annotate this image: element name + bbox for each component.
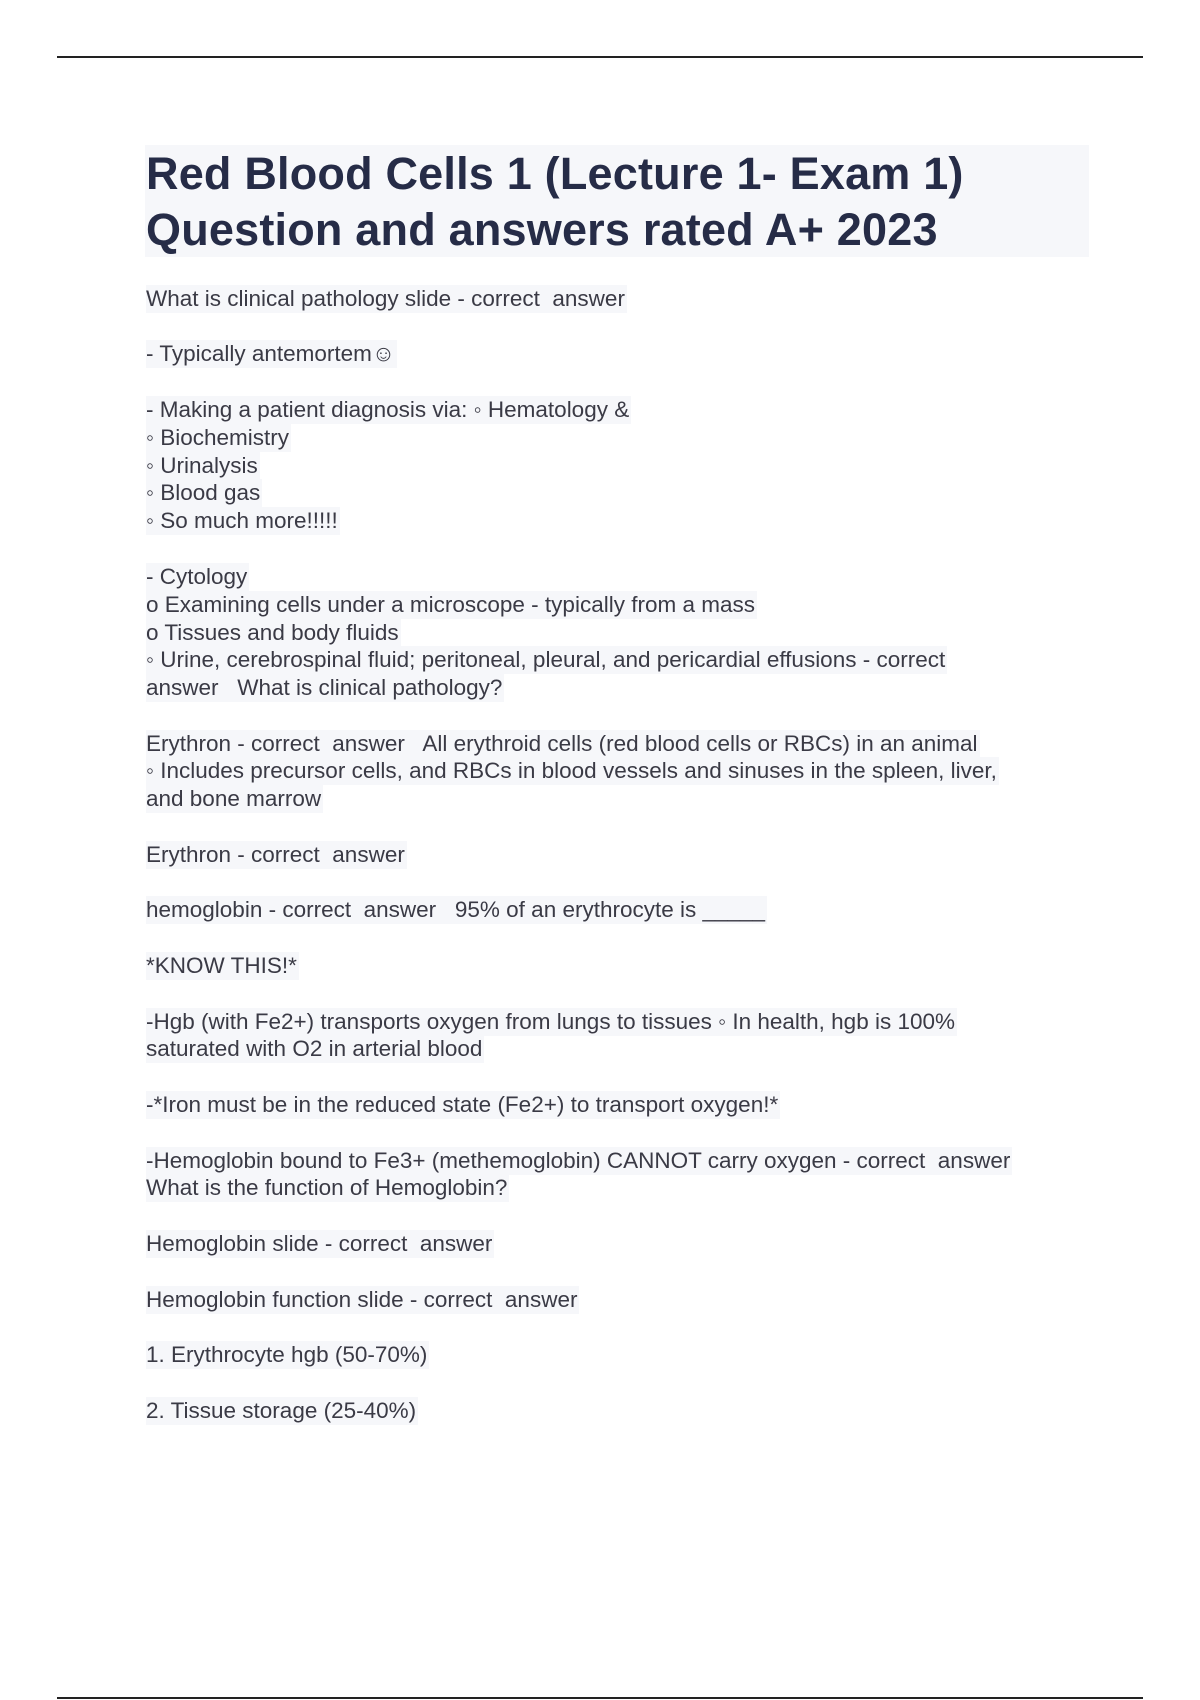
text-line: - Making a patient diagnosis via: ◦ Hematology & <box>146 397 630 422</box>
text-line: ◦ Urine, cerebrospinal fluid; peritoneal, pleural, and pericardial effusions - correct <box>146 647 946 672</box>
text-line: *KNOW THIS!* <box>146 953 297 978</box>
text-line: ◦ Blood gas <box>146 480 261 505</box>
text-line: - Typically antemortem☺ <box>146 341 395 366</box>
top-rule <box>57 56 1143 58</box>
bottom-rule <box>57 1697 1143 1699</box>
text-line: -Hgb (with Fe2+) transports oxygen from lungs to tissues ◦ In health, hgb is 100% <box>146 1009 956 1034</box>
page-title <box>146 146 964 258</box>
title-line-1: Red Blood Cells 1 (Lecture 1- Exam 1) <box>146 148 964 199</box>
text-line: - Cytology <box>146 564 248 589</box>
text-line: Erythron - correct answer All erythroid cells (red blood cells or RBCs) in an animal <box>146 731 978 756</box>
text-line: Erythron - correct answer <box>146 842 405 867</box>
text-line: 2. Tissue storage (25-40%) <box>146 1398 417 1423</box>
text-line: Hemoglobin function slide - correct answer <box>146 1287 578 1312</box>
text-line: hemoglobin - correct answer 95% of an erythrocyte is _____ <box>146 897 766 922</box>
text-line: What is the function of Hemoglobin? <box>146 1175 508 1200</box>
text-line: o Tissues and body fluids <box>146 620 399 645</box>
text-line: ◦ Includes precursor cells, and RBCs in blood vessels and sinuses in the spleen, liver, <box>146 758 997 783</box>
text-line: -*Iron must be in the reduced state (Fe2+) to transport oxygen!* <box>146 1092 779 1117</box>
text-line: ◦ So much more!!!!! <box>146 508 338 533</box>
text-line: ◦ Urinalysis <box>146 453 258 478</box>
text-line: and bone marrow <box>146 786 322 811</box>
text-line: ◦ Biochemistry <box>146 425 290 450</box>
text-line: -Hemoglobin bound to Fe3+ (methemoglobin) CANNOT carry oxygen - correct answer <box>146 1148 1011 1173</box>
text-line: answer What is clinical pathology? <box>146 675 503 700</box>
text-line: What is clinical pathology slide - correct answer <box>146 286 625 311</box>
text-line: Hemoglobin slide - correct answer <box>146 1231 493 1256</box>
title-line-2: Question and answers rated A+ 2023 <box>146 204 938 255</box>
text-line: saturated with O2 in arterial blood <box>146 1036 483 1061</box>
text-line: 1. Erythrocyte hgb (50-70%) <box>146 1342 428 1367</box>
text-line: o Examining cells under a microscope - typically from a mass <box>146 592 755 617</box>
